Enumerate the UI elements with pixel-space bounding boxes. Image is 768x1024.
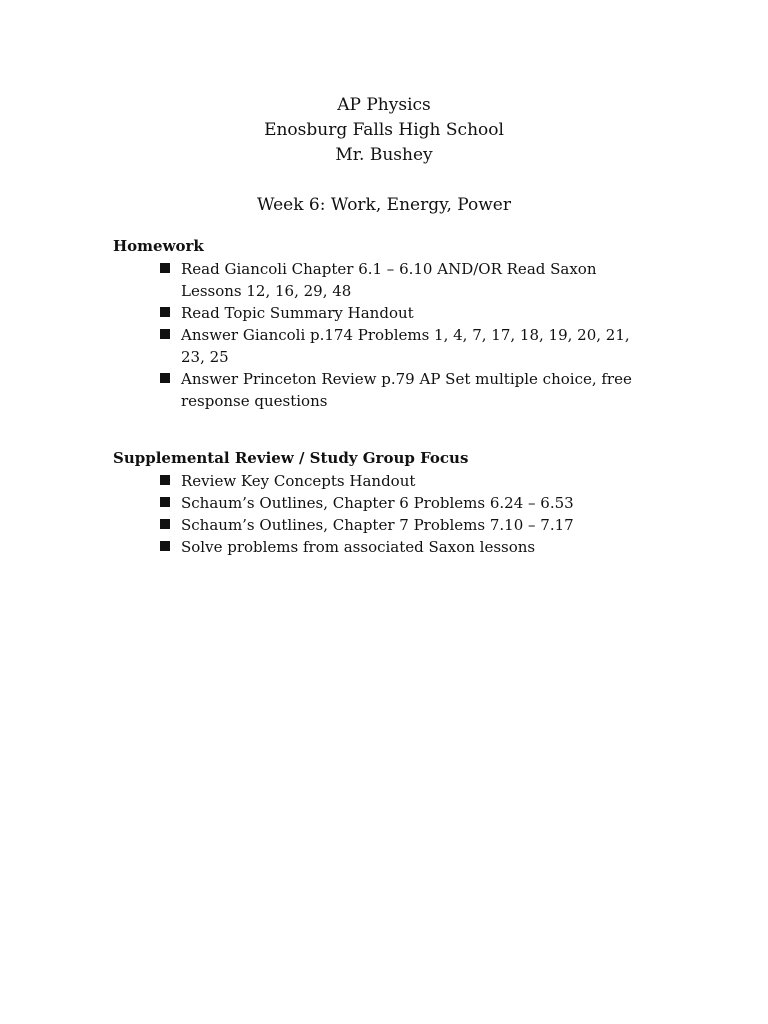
list-item: [157, 514, 657, 536]
school-name: Enosburg Falls High School: [264, 120, 504, 140]
list-item: [157, 536, 657, 558]
list-item-text: Read Giancoli Chapter 6.1 – 6.10 AND/OR Read Saxon Lessons 12, 16, 29, 48: [181, 260, 597, 300]
course-title: AP Physics: [337, 95, 431, 115]
list-item: [157, 324, 657, 368]
teacher-name: Mr. Bushey: [335, 145, 433, 165]
list-item-text: Answer Giancoli p.174 Problems 1, 4, 7, 17, 18, 19, 20, 21, 23, 25: [181, 326, 630, 366]
list-item: [157, 258, 657, 302]
list-item: [157, 492, 657, 514]
list-item-text: Schaum’s Outlines, Chapter 7 Problems 7.10 – 7.17: [181, 516, 574, 534]
document-header: [0, 93, 768, 168]
square-bullet-icon: [160, 519, 170, 529]
list-item-text: Review Key Concepts Handout: [181, 472, 416, 490]
square-bullet-icon: [160, 373, 170, 383]
supplemental-heading: Supplemental Review / Study Group Focus: [113, 449, 469, 467]
list-item-text: Solve problems from associated Saxon lessons: [181, 538, 536, 556]
square-bullet-icon: [160, 541, 170, 551]
list-item-text: Schaum’s Outlines, Chapter 6 Problems 6.24 – 6.53: [181, 494, 574, 512]
list-item: [157, 302, 657, 324]
list-item-text: Answer Princeton Review p.79 AP Set multiple choice, free response questions: [181, 370, 632, 410]
homework-list: [157, 258, 657, 412]
square-bullet-icon: [160, 475, 170, 485]
supplemental-list: [157, 470, 657, 558]
square-bullet-icon: [160, 307, 170, 317]
square-bullet-icon: [160, 263, 170, 273]
week-title: Week 6: Work, Energy, Power: [257, 195, 511, 215]
homework-heading: Homework: [113, 237, 204, 255]
list-item-text: Read Topic Summary Handout: [181, 304, 414, 322]
list-item: [157, 368, 657, 412]
square-bullet-icon: [160, 329, 170, 339]
square-bullet-icon: [160, 497, 170, 507]
list-item: [157, 470, 657, 492]
